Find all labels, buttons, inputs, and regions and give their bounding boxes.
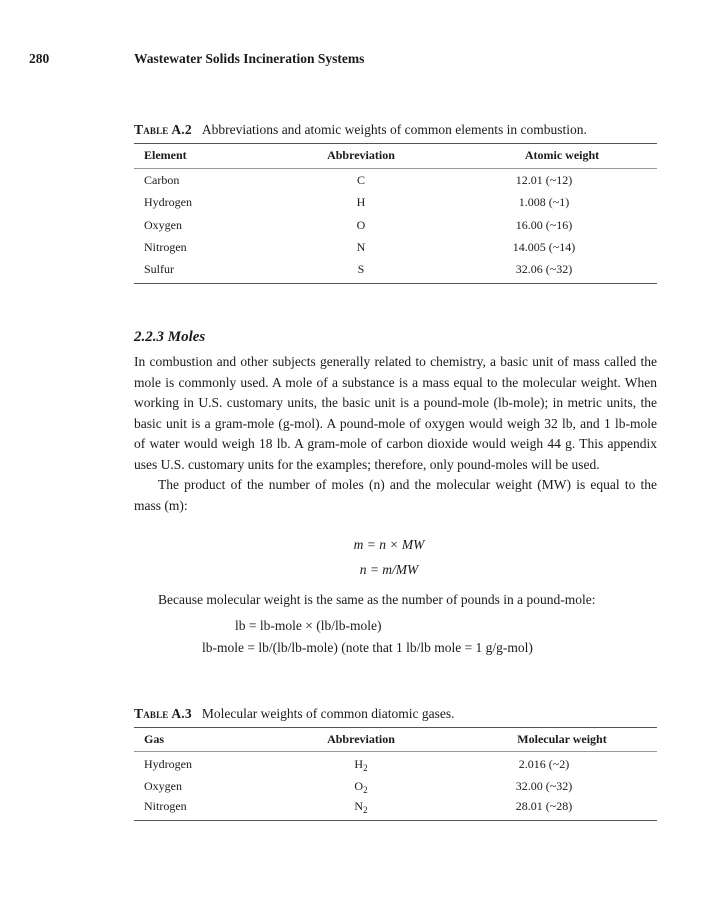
- table-a2-cell: Sulfur: [144, 262, 174, 276]
- table-a2-header-abbreviation: Abbreviation: [327, 148, 395, 162]
- table-a2-cell: N: [356, 240, 366, 254]
- table-a3-cell: Hydrogen: [144, 757, 192, 771]
- table-a2-cell: Carbon: [144, 173, 180, 187]
- paragraph-moles-definition: In combustion and other subjects generally related to chemistry, a basic unit of mass called the mole is commonly used. A mole of a substance is a mass equal to the molecular weight. When working in U.S. customary units, the basic unit is a pound-mole (lb-mole); in metric units, the basic unit is a gram-mole (g-mol). A pound-mole of oxygen would weigh 32 lb, and 1 lb-mole of water would weigh 18 lb. A gram-mole of carbon dioxide would weigh 44 g. This appendix uses U.S. customary units for the examples; therefore, only pound-moles will be used.: [134, 354, 657, 472]
- equation-mass: m = n × MW: [353, 537, 425, 552]
- table-a3-formula: [322, 799, 400, 814]
- equation-moles: n = m/MW: [359, 562, 419, 577]
- table-a2-caption-text: Abbreviations and atomic weights of common elements in combustion.: [201, 122, 587, 137]
- table-a2-cell: Nitrogen: [144, 240, 187, 254]
- table-a2-bottom-rule: [134, 283, 657, 284]
- formula-symbol: N: [354, 799, 364, 813]
- table-a2-header-rule: [134, 168, 657, 169]
- table-a2-header-element: Element: [144, 148, 187, 162]
- table-a2-top-rule: [134, 143, 657, 144]
- table-a2-header-weight: Atomic weight: [524, 148, 600, 162]
- table-a3-header-weight: Molecular weight: [517, 732, 607, 746]
- table-a2-cell: 1.008 (~1): [518, 195, 570, 209]
- formula-subscript: 2: [363, 785, 368, 795]
- table-a2-cell: Oxygen: [144, 218, 182, 232]
- table-a3-cell: Oxygen: [144, 779, 182, 793]
- table-a2-cell: H: [356, 195, 366, 209]
- page-number: 280: [29, 51, 50, 66]
- table-a3-formula: [322, 779, 400, 794]
- table-a2-cell: 32.06 (~32): [515, 262, 573, 276]
- table-a2-cell: 14.005 (~14): [512, 240, 576, 254]
- table-a2-caption: [134, 122, 587, 138]
- table-a2-cell: 16.00 (~16): [515, 218, 573, 232]
- formula-subscript: 2: [363, 763, 368, 773]
- table-a3-header-abbreviation: Abbreviation: [327, 732, 395, 746]
- paragraph-pound-mole: Because molecular weight is the same as the number of pounds in a pound-mole:: [158, 592, 596, 607]
- table-a2-label: Table A.2: [134, 122, 192, 137]
- table-a3-caption-text: Molecular weights of common diatomic gases.: [201, 706, 455, 721]
- table-a3-formula: [322, 757, 400, 772]
- formula-subscript: 2: [363, 805, 368, 815]
- table-a3-label: Table A.3: [134, 706, 192, 721]
- body-text: [134, 352, 657, 516]
- section-heading: 2.2.3 Moles: [134, 329, 206, 345]
- table-a2-cell: O: [356, 218, 366, 232]
- table-a3-caption: [134, 706, 455, 722]
- table-a3-cell: 28.01 (~28): [515, 799, 573, 813]
- running-title: Wastewater Solids Incineration Systems: [134, 51, 365, 66]
- table-a2-cell: 12.01 (~12): [515, 173, 573, 187]
- table-a3-top-rule: [134, 727, 657, 728]
- table-a3-header-gas: Gas: [144, 732, 165, 746]
- formula-symbol: H: [354, 757, 364, 771]
- paragraph-mass-product: The product of the number of moles (n) and the molecular weight (MW) is equal to the mass (m):: [134, 477, 657, 513]
- table-a2-cell: Hydrogen: [144, 195, 192, 209]
- equation-pounds: lb = lb-mole × (lb/lb-mole): [235, 618, 382, 633]
- table-a3-cell: 2.016 (~2): [518, 757, 570, 771]
- table-a2-cell: S: [357, 262, 365, 276]
- table-a3-header-rule: [134, 751, 657, 752]
- equation-lb-mole: lb-mole = lb/(lb/lb-mole) (note that 1 lb/lb mole = 1 g/g-mol): [202, 640, 533, 655]
- table-a3-cell: 32.00 (~32): [515, 779, 573, 793]
- table-a2-cell: C: [356, 173, 365, 187]
- table-a3-bottom-rule: [134, 820, 657, 821]
- formula-symbol: O: [354, 779, 364, 793]
- table-a3-cell: Nitrogen: [144, 799, 187, 813]
